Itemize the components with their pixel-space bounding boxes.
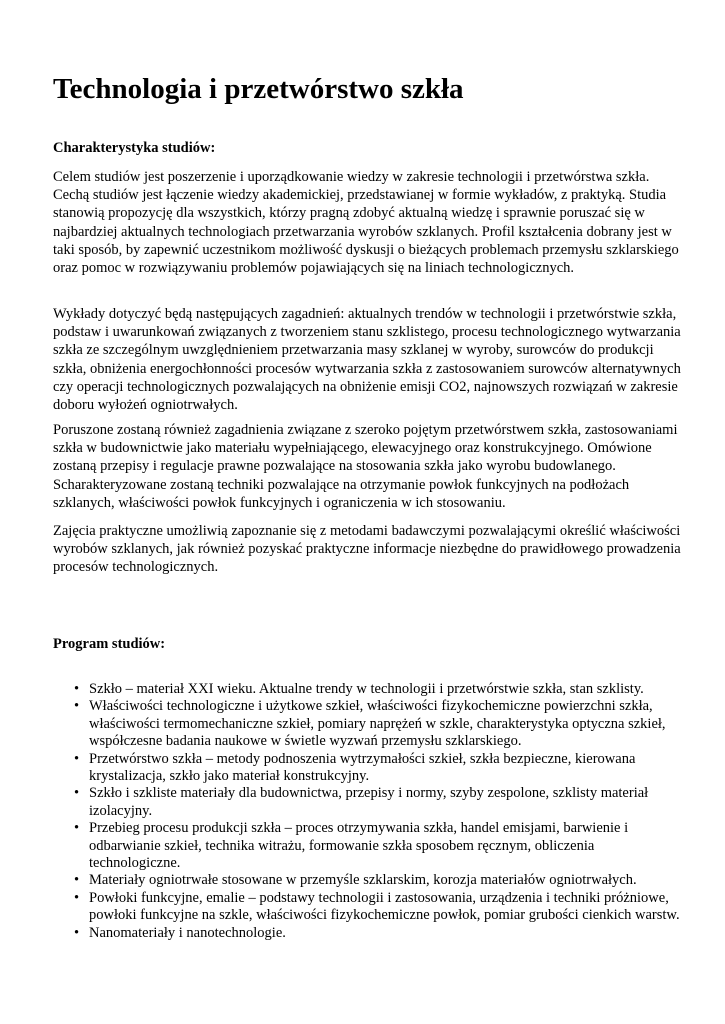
list-item bbox=[53, 820, 693, 872]
text-line: właściwości termomechaniczne szkieł, pomiary naprężeń w szkle, charakterystyka optyczna szkieł, bbox=[89, 715, 666, 732]
text-line: współczesne badania naukowe w świetle wyzwań przemysłu szklarskiego. bbox=[89, 733, 522, 750]
text-line: Wykłady dotyczyć będą następujących zagadnień: aktualnych trendów w technologii i przetwórstwie szkła, bbox=[53, 306, 677, 322]
list-item bbox=[53, 751, 693, 786]
text-line: szkła w budownictwie jako materiału wypełniającego, elewacyjnego oraz konstrukcyjnego. Omówione bbox=[53, 440, 652, 457]
text-line: Zajęcia praktyczne umożliwią zapoznanie się z metodami badawczymi pozwalającymi określić właściwości bbox=[53, 523, 681, 539]
text-line: • Przetwórstwo szkła – metody podnoszenia wytrzymałości szkieł, szkła bezpieczne, kierowana bbox=[89, 750, 636, 767]
text-line: stanowią propozycję dla wszystkich, którzy pragną zdobyć aktualną wiedzę i sprawnie poruszać się w bbox=[53, 205, 645, 222]
text-line: taki sposób, by zapewnić uczestnikom możliwość dyskusji o bieżących problemach przemysłu szklarskiego bbox=[53, 241, 679, 258]
text-line: Scharakteryzowane zostaną techniki pozwalające na otrzymanie powłok funkcyjnych na podłożach bbox=[53, 476, 630, 493]
text-line: podstaw i uwarunkowań związanych z tworzeniem stanu szklistego, procesu technologicznego wytwarzania bbox=[53, 324, 681, 341]
text-line: zostaną przepisy i regulacje prawne pozwalające na stosowania szkła jako wyrobu budowlanego. bbox=[53, 458, 616, 475]
list-item bbox=[53, 890, 693, 925]
characteristics-heading: Charakterystyka studiów: bbox=[53, 140, 216, 156]
text-line: czy operacji technologicznych pozwalających na obniżenie emisji CO2, najnowszych rozwiązań w zakresie bbox=[53, 378, 678, 395]
text-line: wyrobów szklanych, jak również pozyskać praktyczne informacje niezbędne do prawidłowego prowadzenia bbox=[53, 541, 681, 558]
text-line: Celem studiów jest poszerzenie i uporządkowanie wiedzy w zakresie technologii i przetwórstwa szkła. bbox=[53, 169, 650, 185]
text-line: izolacyjny. bbox=[89, 802, 153, 819]
text-line: najbardziej aktualnych technologiach przetwarzania wyrobów szklanych. Profil kształcenia dobrany jest w bbox=[53, 223, 672, 240]
text-line: • Materiały ogniotrwałe stosowane w przemyśle szklarskim, korozja materiałów ogniotrwałych. bbox=[89, 872, 637, 889]
program-heading: Program studiów: bbox=[53, 636, 166, 652]
text-line: • Szkło i szkliste materiały dla budownictwa, przepisy i normy, szyby zespolone, szklisty materiał bbox=[89, 785, 649, 802]
text-line: odbarwianie szkieł, technika witrażu, formowanie szkła sposobem ręcznym, obliczenia bbox=[89, 837, 595, 854]
text-line: • Nanomateriały i nanotechnologie. bbox=[89, 924, 286, 941]
paragraph-processing bbox=[53, 421, 678, 512]
paragraph-lectures bbox=[53, 305, 681, 414]
text-line: • Powłoki funkcyjne, emalie – podstawy technologii i zastosowania, urządzenia i techniki próżniowe, bbox=[89, 889, 669, 906]
text-line: oraz pomoc w rozwiązywaniu problemów pojawiających się na liniach technologicznych. bbox=[53, 260, 575, 277]
list-item bbox=[53, 681, 693, 698]
text-line: procesów technologicznych. bbox=[53, 559, 219, 576]
paragraph-practical bbox=[53, 522, 681, 577]
program-list bbox=[53, 681, 693, 942]
text-line: doboru wyłożeń ogniotrwałych. bbox=[53, 397, 238, 414]
text-line: Poruszone zostaną również zagadnienia związane z szeroko pojętym przetwórstwem szkła, zastosowaniami bbox=[53, 422, 678, 438]
list-item bbox=[53, 925, 693, 942]
list-item bbox=[53, 872, 693, 889]
text-line: szklanych, właściwości powłok funkcyjnych i ograniczenia w ich stosowaniu. bbox=[53, 494, 506, 511]
text-line: powłoki funkcyjne na szkle, właściwości fizykochemiczne powłok, pomiar grubości cienkich warstw. bbox=[89, 907, 680, 924]
text-line: • Przebieg procesu produkcji szkła – proces otrzymywania szkła, handel emisjami, barwienie i bbox=[89, 820, 629, 837]
paragraph-goal bbox=[53, 168, 679, 277]
text-line: szkła, obniżenia energochłonności procesów wytwarzania szkła z zastosowaniem surowców alternatywnych bbox=[53, 360, 681, 377]
text-line: • Szkło – materiał XXI wieku. Aktualne trendy w technologii i przetwórstwie szkła, stan szklisty. bbox=[89, 681, 644, 697]
list-item bbox=[53, 785, 693, 820]
text-line: Cechą studiów jest łączenie wiedzy akademickiej, przedstawianej w formie wykładów, z praktyką. Studia bbox=[53, 187, 667, 204]
page-title: Technologia i przetwórstwo szkła bbox=[53, 73, 464, 105]
text-line: krystalizacja, szkło jako materiał konstrukcyjny. bbox=[89, 768, 370, 785]
list-item bbox=[53, 698, 693, 750]
text-line: szkła ze szczególnym uwzględnieniem przetwarzania masy szklanej w wyroby, surowców do produkcji bbox=[53, 342, 654, 359]
text-line: • Właściwości technologiczne i użytkowe szkieł, właściwości fizykochemiczne powierzchni szkła, bbox=[89, 698, 653, 715]
text-line: technologiczne. bbox=[89, 855, 181, 872]
